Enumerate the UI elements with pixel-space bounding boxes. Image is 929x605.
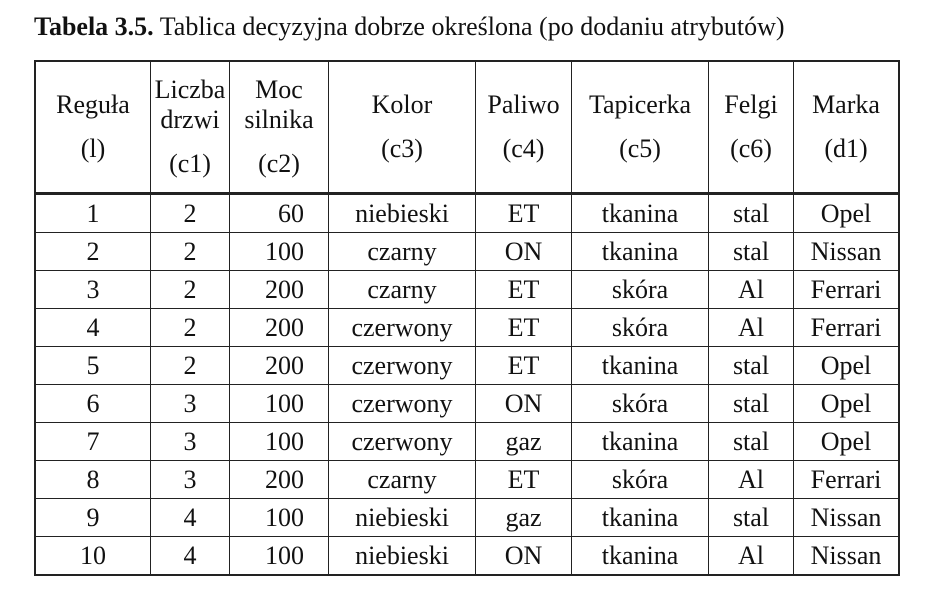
cell-felgi: stal: [709, 347, 794, 385]
decision-table: [34, 60, 900, 576]
table-row: [35, 461, 899, 499]
cell-moc-silnika: 100: [230, 233, 329, 271]
cell-paliwo: ON: [476, 385, 572, 423]
cell-moc-silnika: 200: [230, 309, 329, 347]
table-row: [35, 271, 899, 309]
cell-paliwo: ET: [476, 271, 572, 309]
header-regula: [35, 61, 151, 194]
table-row: [35, 347, 899, 385]
cell-regula: 9: [35, 499, 151, 537]
cell-kolor: czerwony: [329, 347, 476, 385]
header-name: Felgi: [724, 90, 778, 119]
header-kolor: [329, 61, 476, 194]
cell-tapicerka: tkanina: [572, 347, 709, 385]
cell-moc-silnika: 100: [230, 537, 329, 576]
cell-paliwo: ET: [476, 461, 572, 499]
cell-regula: 3: [35, 271, 151, 309]
cell-kolor: niebieski: [329, 537, 476, 576]
cell-liczba-drzwi: 3: [151, 385, 230, 423]
header-symbol: (c5): [619, 134, 661, 163]
cell-kolor: czerwony: [329, 423, 476, 461]
cell-tapicerka: tkanina: [572, 499, 709, 537]
cell-tapicerka: tkanina: [572, 233, 709, 271]
cell-tapicerka: skóra: [572, 385, 709, 423]
caption-label: Tabela 3.5.: [34, 12, 154, 41]
header-felgi: [709, 61, 794, 194]
cell-kolor: czarny: [329, 233, 476, 271]
cell-paliwo: ET: [476, 194, 572, 233]
table-row: [35, 537, 899, 576]
header-tapicerka: [572, 61, 709, 194]
header-name: Liczba drzwi: [154, 75, 226, 134]
cell-liczba-drzwi: 2: [151, 271, 230, 309]
cell-moc-silnika: 100: [230, 499, 329, 537]
cell-felgi: stal: [709, 233, 794, 271]
header-symbol: (c2): [258, 149, 300, 178]
table-caption: [34, 10, 785, 44]
cell-felgi: Al: [709, 309, 794, 347]
cell-liczba-drzwi: 2: [151, 194, 230, 233]
cell-kolor: niebieski: [329, 194, 476, 233]
cell-regula: 8: [35, 461, 151, 499]
cell-liczba-drzwi: 2: [151, 347, 230, 385]
cell-felgi: stal: [709, 385, 794, 423]
cell-felgi: stal: [709, 423, 794, 461]
cell-regula: 4: [35, 309, 151, 347]
cell-moc-silnika: 100: [230, 385, 329, 423]
header-name: Kolor: [371, 90, 433, 119]
header-name: Tapicerka: [588, 90, 692, 119]
cell-marka: Ferrari: [794, 309, 900, 347]
caption-text: Tablica decyzyjna dobrze określona (po dodaniu atrybutów): [159, 12, 785, 41]
cell-marka: Nissan: [794, 499, 900, 537]
cell-liczba-drzwi: 3: [151, 423, 230, 461]
cell-tapicerka: tkanina: [572, 194, 709, 233]
cell-regula: 6: [35, 385, 151, 423]
cell-paliwo: ON: [476, 537, 572, 576]
header-symbol: (c4): [502, 134, 545, 163]
cell-marka: Opel: [794, 385, 900, 423]
header-symbol: (c6): [730, 134, 772, 163]
cell-regula: 2: [35, 233, 151, 271]
cell-tapicerka: skóra: [572, 461, 709, 499]
header-symbol: (c1): [169, 149, 211, 178]
header-marka: [794, 61, 900, 194]
table-row: [35, 194, 899, 233]
header-symbol: (l): [80, 134, 106, 163]
cell-tapicerka: skóra: [572, 271, 709, 309]
header-name: Paliwo: [487, 90, 560, 119]
header-name: Moc silnika: [244, 75, 314, 134]
cell-marka: Opel: [794, 423, 900, 461]
cell-marka: Opel: [794, 194, 900, 233]
cell-liczba-drzwi: 2: [151, 309, 230, 347]
cell-felgi: stal: [709, 499, 794, 537]
cell-moc-silnika: 100: [230, 423, 329, 461]
cell-liczba-drzwi: 3: [151, 461, 230, 499]
cell-felgi: Al: [709, 271, 794, 309]
cell-regula: 5: [35, 347, 151, 385]
cell-kolor: czerwony: [329, 385, 476, 423]
cell-paliwo: gaz: [476, 499, 572, 537]
cell-liczba-drzwi: 4: [151, 499, 230, 537]
cell-marka: Opel: [794, 347, 900, 385]
table-row: [35, 385, 899, 423]
cell-tapicerka: tkanina: [572, 537, 709, 576]
header-symbol: (c3): [381, 134, 423, 163]
table-row: [35, 423, 899, 461]
cell-moc-silnika: 200: [230, 347, 329, 385]
cell-felgi: Al: [709, 461, 794, 499]
cell-regula: 7: [35, 423, 151, 461]
header-name: Marka: [812, 90, 880, 119]
cell-paliwo: ON: [476, 233, 572, 271]
cell-moc-silnika: 200: [230, 461, 329, 499]
header-paliwo: [476, 61, 572, 194]
cell-kolor: czarny: [329, 271, 476, 309]
header-liczba-drzwi: [151, 61, 230, 194]
cell-felgi: stal: [709, 194, 794, 233]
cell-marka: Nissan: [794, 537, 900, 576]
header-symbol: (d1): [824, 134, 868, 163]
cell-liczba-drzwi: 4: [151, 537, 230, 576]
header-row: [35, 61, 899, 194]
cell-kolor: czarny: [329, 461, 476, 499]
cell-tapicerka: tkanina: [572, 423, 709, 461]
cell-liczba-drzwi: 2: [151, 233, 230, 271]
cell-kolor: czerwony: [329, 309, 476, 347]
cell-tapicerka: skóra: [572, 309, 709, 347]
header-moc-silnika: [230, 61, 329, 194]
table-row: [35, 309, 899, 347]
table-row: [35, 233, 899, 271]
cell-marka: Nissan: [794, 233, 900, 271]
cell-kolor: niebieski: [329, 499, 476, 537]
cell-regula: 1: [35, 194, 151, 233]
cell-paliwo: ET: [476, 347, 572, 385]
cell-regula: 10: [35, 537, 151, 576]
cell-marka: Ferrari: [794, 461, 900, 499]
cell-moc-silnika: 200: [230, 271, 329, 309]
cell-felgi: Al: [709, 537, 794, 576]
cell-marka: Ferrari: [794, 271, 900, 309]
cell-paliwo: ET: [476, 309, 572, 347]
cell-moc-silnika: 60: [230, 194, 329, 233]
table-row: [35, 499, 899, 537]
cell-paliwo: gaz: [476, 423, 572, 461]
header-name: Reguła: [56, 90, 130, 119]
